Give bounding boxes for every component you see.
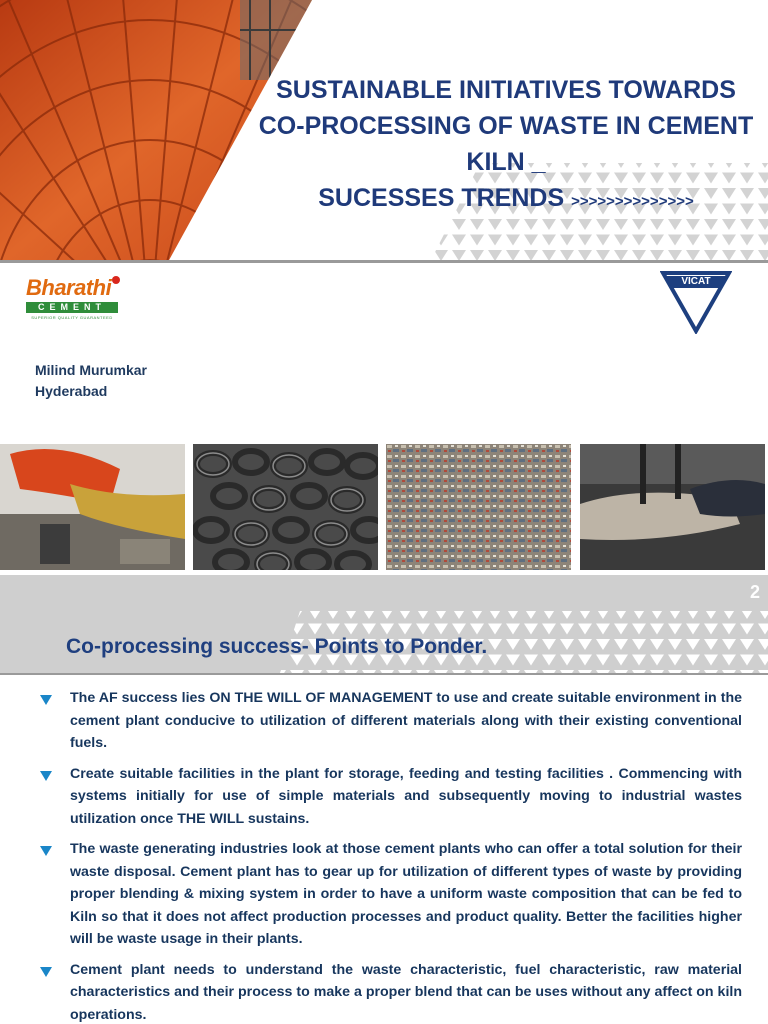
- bullet-list: [36, 687, 742, 1024]
- bullet-text: The AF success lies ON THE WILL OF MANAGEMENT to use and create suitable environment in the cement plant conducive to utilization of different materials along with their existing conventional fuels.: [70, 690, 742, 751]
- bharathi-logo-tagline: SUPERIOR QUALITY GUARANTEED: [31, 315, 113, 320]
- triangle-bullet-icon: [40, 846, 52, 856]
- author-location: Hyderabad: [35, 383, 108, 399]
- slide-divider: [0, 673, 768, 675]
- title-line: KILN _: [466, 148, 546, 176]
- title-line-last: [250, 180, 762, 220]
- slide-title: [250, 72, 762, 220]
- author-name: Milind Murumkar: [35, 362, 148, 378]
- triangle-bullet-icon: [40, 967, 52, 977]
- bullet-item: [36, 959, 742, 1024]
- page-number: 2: [749, 582, 760, 602]
- title-line: CO-PROCESSING OF WASTE IN CEMENT: [258, 112, 754, 140]
- photo-kiln-burner: [580, 444, 765, 570]
- bharathi-logo-bar: CEMENT: [26, 302, 118, 313]
- slide-header: [0, 575, 768, 673]
- triangle-bullet-icon: [40, 771, 52, 781]
- slide-heading: Co-processing success- Points to Ponder.: [66, 635, 488, 658]
- photo-waste-feeding: [0, 444, 185, 570]
- bullet-text: Create suitable facilities in the plant for storage, feeding and testing facilities . Commencing with systems initially for use of simple materials and subsequently moving to industrial wastes utilization once THE WILL sustains.: [70, 765, 742, 827]
- bullet-text: Cement plant needs to understand the waste characteristic, fuel characteristic, raw material characteristics and their process to make a proper blend that can be uses without any affect on kiln operations.: [70, 961, 742, 1023]
- bullet-item: [36, 763, 742, 831]
- photo-tyres: [193, 444, 378, 570]
- bharathi-logo-dot: [112, 276, 120, 284]
- bullet-text: The waste generating industries look at those cement plants who can offer a total solution for their waste disposal. Cement plant has to gear up for utilization of different types of waste by providing proper blending & mixing system in order to have a uniform waste composition that can be fed to Kiln so that it does not affect production processes and product quality. Better the facilities higher will be waste usage in their plants.: [70, 841, 742, 947]
- slide-divider: [0, 260, 768, 263]
- title-line-text: SUCESSES TRENDS: [318, 184, 565, 212]
- bullet-item: [36, 838, 742, 951]
- bharathi-logo-word: Bharathi: [26, 275, 112, 300]
- bharathi-cement-logo: [26, 275, 122, 321]
- vicat-logo-text: VICAT: [681, 276, 711, 287]
- author-block: [35, 360, 147, 402]
- vicat-logo: [660, 270, 732, 334]
- photo-strip: [0, 444, 768, 570]
- title-arrows: >>>>>>>>>>>>>>: [571, 193, 694, 210]
- photo-shredded-waste: [386, 444, 571, 570]
- bullet-item: [36, 687, 742, 755]
- triangle-bullet-icon: [40, 695, 52, 705]
- title-line: SUSTAINABLE INITIATIVES TOWARDS: [276, 76, 736, 104]
- content-slide: [0, 575, 768, 1024]
